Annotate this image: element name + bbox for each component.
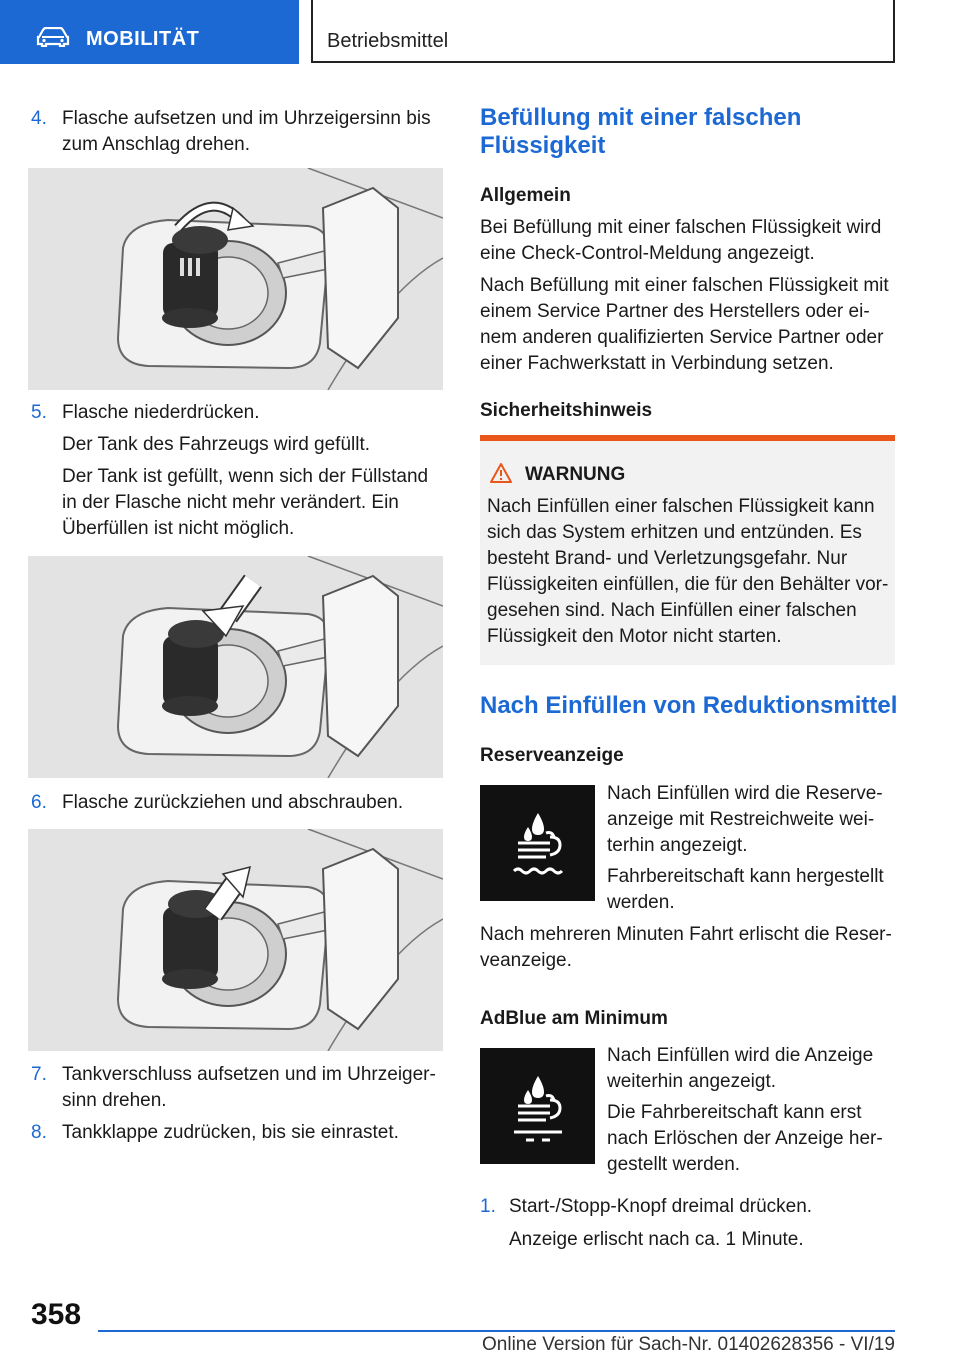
step-text: Start-/Stopp-Knopf dreimal drücken. — [509, 1196, 813, 1217]
adblue-reserve-indicator — [480, 785, 595, 901]
paragraph-line: einem Service Partner des Herstellers oder ei- — [480, 301, 870, 322]
paragraph-line: Nach mehreren Minuten Fahrt erlischt die Reser- — [480, 924, 892, 945]
online-version-link[interactable]: Online Version für Sach-Nr. 01402628356 - VI/19 — [482, 1334, 895, 1355]
step-text: Anzeige erlischt nach ca. 1 Minute. — [509, 1229, 804, 1250]
paragraph-line: nem anderen qualifizierten Service Partner oder — [480, 327, 884, 348]
warning-line: besteht Brand- und Verletzungsgefahr. Nur — [487, 548, 848, 569]
subheading: AdBlue am Minimum — [480, 1008, 668, 1029]
paragraph-line: gestellt werden. — [607, 1154, 741, 1175]
step-number: 7. — [31, 1064, 47, 1085]
step-text: sinn drehen. — [62, 1090, 167, 1111]
paragraph-line: Nach Befüllung mit einer falschen Flüssigkeit mit — [480, 275, 889, 296]
car-icon — [36, 27, 70, 47]
paragraph-line: terhin angezeigt. — [607, 835, 748, 856]
illustration-bottle-twist — [28, 168, 443, 390]
warning-line: sich das System erhitzen und entzünden. Es — [487, 522, 862, 543]
paragraph-line: werden. — [607, 892, 675, 913]
step-text: Tankklappe zudrücken, bis sie einrastet. — [62, 1122, 399, 1143]
section-heading: Flüssigkeit — [480, 132, 606, 159]
adblue-minimum-icon — [480, 1048, 595, 1164]
step-text: in der Flasche nicht mehr verändert. Ein — [62, 492, 399, 513]
step-number: 4. — [31, 108, 47, 129]
step-text: Flasche zurückziehen und abschrauben. — [62, 792, 404, 813]
paragraph-line: Nach Einfüllen wird die Anzeige — [607, 1045, 874, 1066]
subheading: Reserveanzeige — [480, 745, 624, 766]
step-number: 1. — [480, 1196, 496, 1217]
step-text: zum Anschlag drehen. — [62, 134, 251, 155]
adblue-warning-icon — [480, 785, 595, 901]
step-text: Flasche niederdrücken. — [62, 402, 260, 423]
step-text: Überfüllen ist nicht möglich. — [62, 518, 295, 539]
subheading: Allgemein — [480, 185, 571, 206]
paragraph-line: anzeige mit Restreichweite wei- — [607, 809, 875, 830]
section-tab[interactable] — [0, 0, 299, 64]
section-label: MOBILITÄT — [86, 28, 200, 50]
warning-line: Flüssigkeiten einfüllen, die für den Behälter vor- — [487, 574, 889, 595]
subheading: Sicherheitshinweis — [480, 400, 653, 421]
step-text: Flasche aufsetzen und im Uhrzeigersinn bis — [62, 108, 431, 129]
section-heading: Befüllung mit einer falschen — [480, 104, 802, 131]
paragraph-line: veanzeige. — [480, 950, 572, 971]
paragraph-line: nach Erlöschen der Anzeige her- — [607, 1128, 883, 1149]
warning-line: gesehen sind. Nach Einfüllen einer falschen — [487, 600, 857, 621]
paragraph-line: Die Fahrbereitschaft kann erst — [607, 1102, 862, 1123]
section-heading: Nach Einfüllen von Reduktionsmittel — [480, 692, 898, 719]
step-text: Der Tank ist gefüllt, wenn sich der Füllstand — [62, 466, 429, 487]
illustration-bottle-press — [28, 556, 443, 778]
warning-line: Nach Einfüllen einer falschen Flüssigkeit kann — [487, 496, 875, 517]
step-number: 6. — [31, 792, 47, 813]
illustration-bottle-remove — [28, 829, 443, 1051]
warning-icon — [489, 462, 513, 484]
warning-line: Flüssigkeit den Motor nicht starten. — [487, 626, 782, 647]
chapter-header — [311, 0, 895, 63]
step-number: 5. — [31, 402, 47, 423]
step-number: 8. — [31, 1122, 47, 1143]
chapter-label: Betriebsmittel — [327, 30, 449, 52]
paragraph-line: weiterhin angezeigt. — [607, 1071, 776, 1092]
adblue-minimum-indicator — [480, 1048, 595, 1164]
step-text: Tankverschluss aufsetzen und im Uhrzeiger- — [62, 1064, 436, 1085]
paragraph-line: Nach Einfüllen wird die Reserve- — [607, 783, 883, 804]
paragraph-line: Fahrbereitschaft kann hergestellt — [607, 866, 884, 887]
warning-title: WARNUNG — [525, 464, 626, 485]
step-text: Der Tank des Fahrzeugs wird gefüllt. — [62, 434, 371, 455]
page-number: 358 — [31, 1298, 82, 1331]
paragraph-line: einer Fachwerkstatt in Verbindung setzen. — [480, 353, 834, 374]
paragraph-line: eine Check-Control-Meldung angezeigt. — [480, 243, 815, 264]
paragraph-line: Bei Befüllung mit einer falschen Flüssigkeit wird — [480, 217, 882, 238]
